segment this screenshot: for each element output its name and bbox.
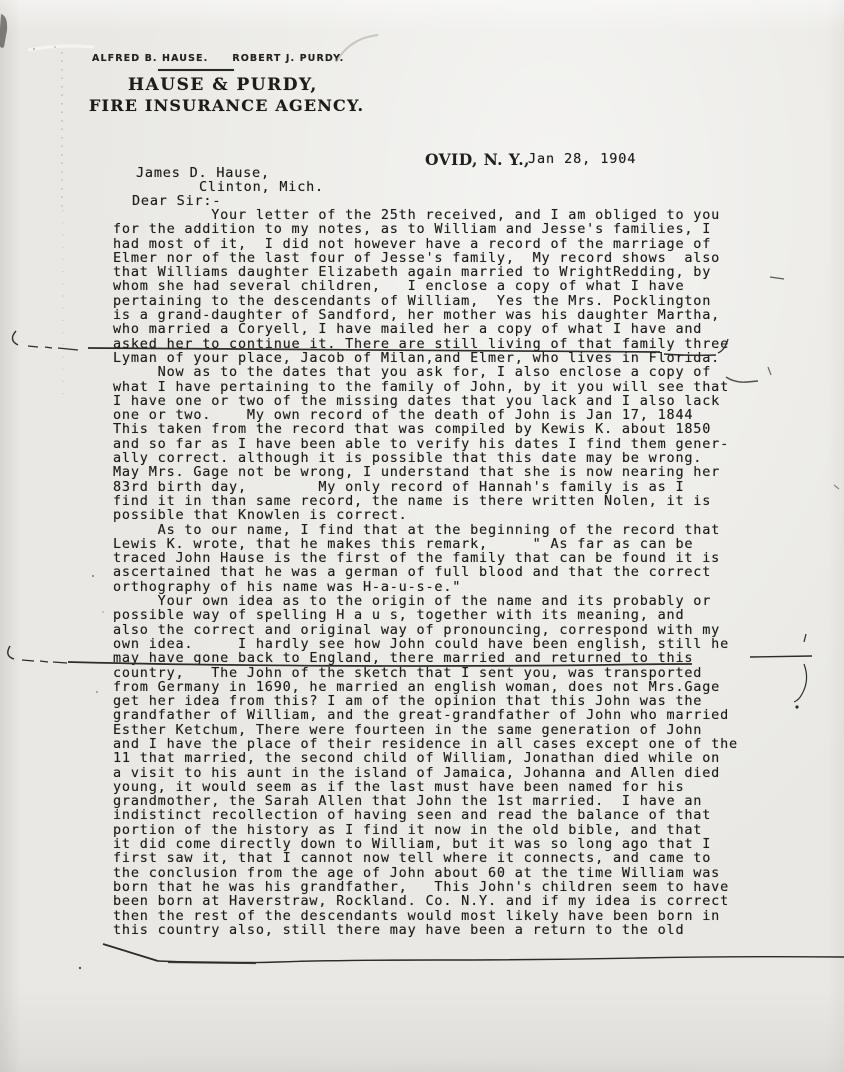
dateline-place: OVID, N. Y., [425,150,530,169]
recipient-name: James D. Hause, [136,165,270,181]
letter-line: grandmother, the Sarah Allen that John the 1st married. I have an [113,793,703,810]
letter-line: Lewis K. wrote, that he makes this remark, " As far as can be [113,535,694,552]
letterhead-partner-names [92,53,512,64]
letter-line-strike: asked her to continue it. There are still living of that family three [113,335,730,352]
letter-line: ally correct. although it is possible that this date may be wrong. [113,450,703,467]
letter-line: for the addition to my notes, as to William and Jesse's families, I [113,221,712,238]
letter-line: Your own idea as to the origin of the name and its probably or [113,593,712,610]
letter-line: Esther Ketchum, There were fourteen in the same generation of John [113,721,703,738]
speck [96,691,98,693]
letter-line: Elmer nor of the last four of Jesse's family, My record shows also [113,249,721,266]
letter-line: whom she had several children, I enclose a copy of what I have [113,278,685,295]
letter-line: then the rest of the descendants would most likely have been born in [113,907,721,924]
letter-line: is a grand-daughter of Sandford, her mother was his daughter Martha, [113,307,721,324]
partner-name-right: ROBERT J. PURDY. [232,53,345,64]
crease-scratch [28,46,94,50]
letter-line: who married a Coryell, I have mailed her a copy of what I have and [113,321,703,338]
letter-line: a visit to his aunt in the island of Jamaica, Johanna and Allen died [113,764,721,781]
dateline-date: Jan 28, 1904 [528,151,637,167]
scan-edge-mark [0,14,7,48]
letter-line: and so far as I have been able to verify his dates I find them gener- [113,435,730,452]
letter-line: the conclusion from the age of John about 60 at the time William was [113,864,721,881]
letter-line: May Mrs. Gage not be wrong, I understand that she is now nearing her [113,464,721,481]
letter-line: I have one or two of the missing dates that you lack and I also lack [113,392,721,409]
letter-body [113,208,813,937]
letter-line: first saw it, that I cannot now tell where it connects, and came to [113,850,712,867]
letter-line: had most of it, I did not however have a record of the marriage of [113,235,712,252]
firm-name: HAUSE & PURDY, [128,75,318,95]
letter-line: this country also, still there may have been a return to the old [113,921,685,938]
letter-line: find it in than same record, the name is there written Nolen, it is [113,492,712,509]
letter-line: own idea. I hardly see how John could have been english, still he [113,635,730,652]
letter-line: pertaining to the descendants of William, Yes the Mrs. Pocklington [113,292,712,309]
letterhead-rule [158,69,234,71]
letter-line: This taken from the record that was compiled by Kewis K. about 1850 [113,421,712,438]
letter-line: young, it would seem as if the last must have been named for his [113,778,685,795]
speck [33,48,35,50]
letter-line: what I have pertaining to the family of John, by it you will see that [113,378,730,395]
letter-line: one or two. My own record of the death of John is Jan 17, 1844 [113,407,694,424]
speck [92,575,94,577]
letter-line: it did come directly down to William, but it was so long ago that I [113,836,712,853]
letter-line: from Germany in 1690, he married an english woman, does not Mrs.Gage [113,678,721,695]
speck [102,611,104,613]
letter-line: been born at Haverstraw, Rockland. Co. N.Y. and if my idea is correct [113,893,730,910]
letter-line: 11 that married, the second child of William, Jonathan died while on [113,750,721,767]
letter-line: traced John Hause is the first of the family that can be found it is [113,550,721,567]
recipient-city: Clinton, Mich. [199,179,324,195]
salutation: Dear Sir:- [132,193,222,209]
bottom-fold-line [79,944,844,969]
letter-line: get her idea from this? I am of the opinion that this John was the [113,693,703,710]
speck [54,46,56,48]
letter-line: and I have the place of their residence in all cases except one of the [113,735,738,752]
firm-type: FIRE INSURANCE AGENCY. [89,96,365,115]
letter-line: 83rd birth day, My only record of Hannah's family is as I [113,478,685,495]
letter-line: portion of the history as I find it now in the old bible, and that [113,821,703,838]
letter-line: Your letter of the 25th received, and I am obliged to you [113,207,721,223]
letter-line: Lyman of your place, Jacob of Milan,and Elmer, who lives in Florida. [113,349,721,366]
letter-line: Now as to the dates that you ask for, I also enclose a copy of [113,364,712,381]
letter-line: country, The John of the sketch that I sent you, was transported [113,664,703,681]
partner-name-left: ALFRED B. HAUSE. [92,53,209,64]
letter-line: As to our name, I find that at the beginning of the record that [113,521,721,538]
speck [834,485,839,489]
letter-line: possible that Knowlen is correct. [113,507,408,524]
letter-line-underline: may have gone back to England, there married and returned to this [113,650,694,667]
letter-line: that Williams daughter Elizabeth again married to WrightRedding, by [113,264,712,281]
letter-line: ascertained that he was a german of full blood and that the correct [113,564,712,581]
letter-line: born that he was his grandfather, This John's children seem to have [113,878,730,895]
letter-line: orthography of his name was H-a-u-s-e." [113,578,462,595]
letter-line: possible way of spelling H a u s, together with its meaning, and [113,607,685,624]
letter-line: grandfather of William, and the great-grandfather of John who married [113,707,730,724]
letter-line: indistinct recollection of having seen and read the balance of that [113,807,712,824]
letter-line: also the correct and original way of pronouncing, correspond with my [113,621,721,638]
